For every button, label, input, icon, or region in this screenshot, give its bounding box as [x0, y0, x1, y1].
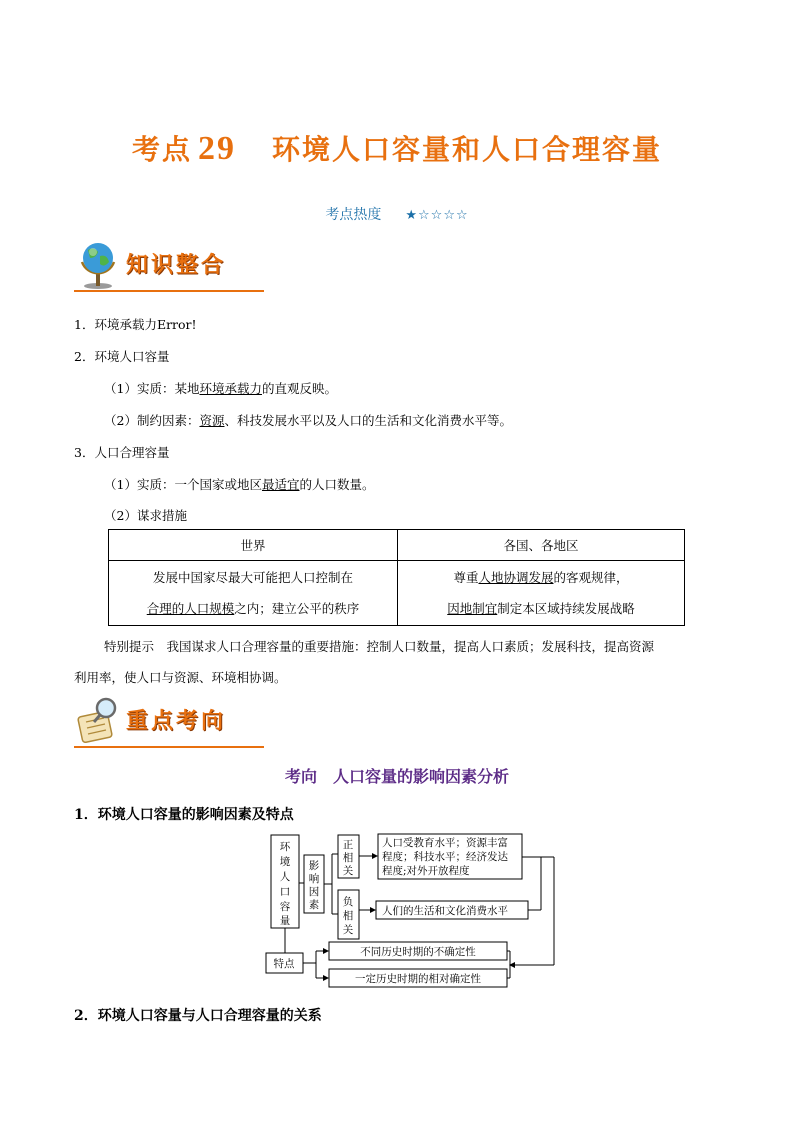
item-1: 1．环境承载力Error!	[74, 317, 197, 332]
item-2a: （1）实质：某地环境承载力的直观反映。	[104, 381, 337, 396]
svg-text:境: 境	[279, 856, 291, 868]
magnifier-notebook-icon	[74, 692, 124, 748]
svg-text:程度；科技水平；经济发达: 程度；科技水平；经济发达	[382, 851, 508, 863]
heat-rating	[0, 204, 794, 224]
page-title: 考点 29 环境人口容量和人口合理容量	[131, 130, 663, 167]
svg-text:关: 关	[342, 865, 354, 877]
svg-text:一定历史时期的相对确定性: 一定历史时期的相对确定性	[355, 973, 481, 985]
globe-icon	[74, 236, 124, 292]
svg-text:因: 因	[308, 886, 320, 898]
section-divider	[74, 746, 264, 748]
svg-text:相: 相	[342, 910, 354, 922]
heat-label: 考点热度	[325, 207, 382, 223]
svg-text:相: 相	[342, 852, 354, 864]
table-cell-regions: 尊重人地协调发展的客观规律， 因地制宜制定本区域持续发展战略	[398, 561, 685, 626]
svg-text:特点: 特点	[273, 958, 295, 970]
svg-text:人们的生活和文化消费水平: 人们的生活和文化消费水平	[382, 905, 508, 917]
subtitle: 考向 人口容量的影响因素分析	[284, 767, 509, 786]
svg-text:容: 容	[279, 901, 291, 913]
subheading-1: 1．环境人口容量的影响因素及特点	[74, 807, 294, 823]
svg-text:量: 量	[279, 915, 291, 927]
item-3: 3．人口合理容量	[74, 445, 170, 460]
svg-text:人: 人	[279, 871, 291, 883]
svg-text:不同历史时期的不确定性: 不同历史时期的不确定性	[360, 946, 476, 958]
table-header: 各国、各地区	[398, 530, 685, 561]
item-3a: （1）实质：一个国家或地区最适宜的人口数量。	[104, 477, 375, 492]
item-3b: （2）谋求措施	[104, 508, 187, 523]
svg-text:人口受教育水平；资源丰富: 人口受教育水平；资源丰富	[382, 837, 508, 849]
svg-text:环: 环	[279, 841, 291, 853]
tip-line-1: 特别提示 我国谋求人口合理容量的重要措施：控制人口数量，提高人口素质；发展科技，提高资源	[104, 639, 655, 654]
heat-stars: ★☆☆☆☆	[405, 208, 469, 223]
measures-table	[108, 529, 685, 626]
factor-diagram	[262, 828, 562, 998]
section-header-knowledge	[74, 236, 264, 292]
tip-line-2: 利用率，使人口与资源、环境相协调。	[74, 670, 287, 685]
table-cell-world: 发展中国家尽最大可能把人口控制在 合理的人口规模之内；建立公平的秩序	[109, 561, 398, 626]
svg-text:关: 关	[342, 924, 354, 936]
svg-text:负: 负	[342, 896, 354, 908]
section-label: 重点考向	[126, 709, 227, 734]
section-label: 知识整合	[126, 253, 227, 278]
subheading-2: 2．环境人口容量与人口合理容量的关系	[74, 1008, 322, 1024]
section-divider	[74, 290, 264, 292]
svg-text:正: 正	[342, 839, 354, 851]
svg-text:影: 影	[308, 860, 320, 872]
svg-text:响: 响	[308, 873, 320, 885]
item-2b: （2）制约因素：资源、科技发展水平以及人口的生活和文化消费水平等。	[104, 413, 512, 428]
svg-text:程度;对外开放程度: 程度;对外开放程度	[382, 865, 470, 877]
table-header: 世界	[109, 530, 398, 561]
svg-text:素: 素	[308, 899, 320, 911]
item-2: 2．环境人口容量	[74, 349, 170, 364]
section-header-focus	[74, 692, 264, 748]
svg-text:口: 口	[279, 886, 291, 898]
